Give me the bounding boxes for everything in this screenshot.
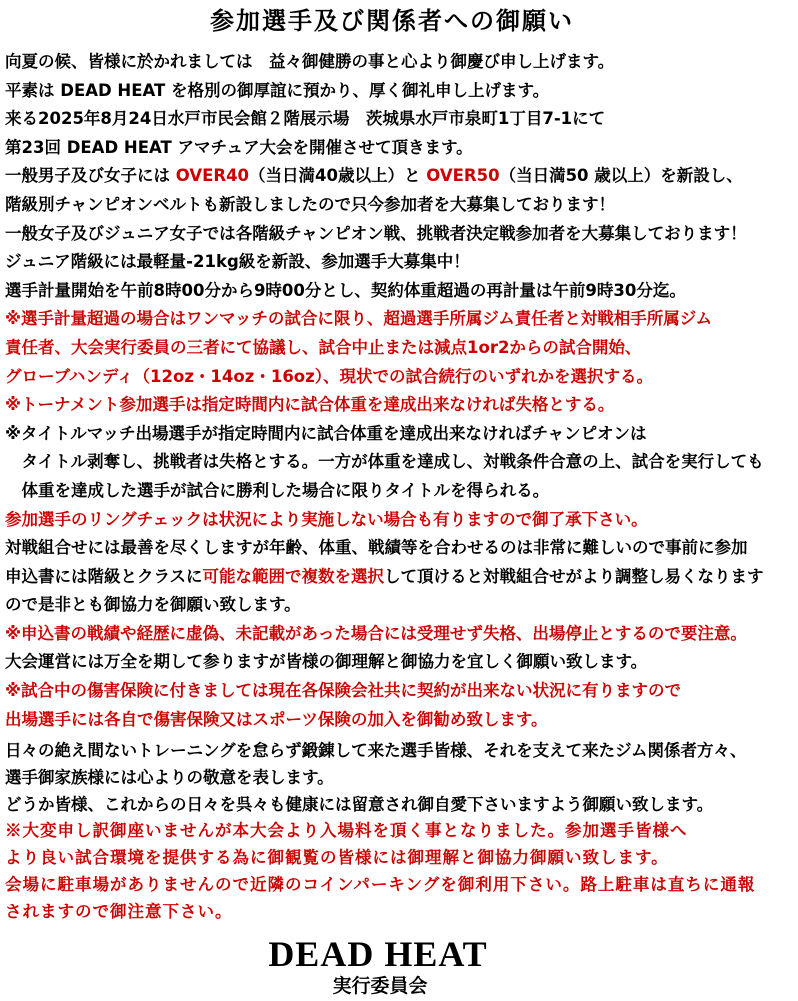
notice-main-body bbox=[5, 48, 793, 734]
female-recruit-line: 一般女子及びジュニア女子では各階級チャンピオン戦、挑戦者決定戦参加者を大募集しております！ bbox=[5, 223, 747, 243]
thanks-line: 平素は DEAD HEAT を格別の御厚誼に預かり、厚く御礼申し上げます。 bbox=[5, 80, 550, 100]
multiple-selection-emphasis: 可能な範囲で複数を選択 bbox=[202, 566, 385, 586]
greeting-line: 向夏の候、皆様に於かれましては 益々御健勝の事と心より御慶び申し上げます。 bbox=[5, 52, 615, 71]
title-match-rule-line: ※タイトルマッチ出場選手が指定時間内に試合体重を達成出来なければチャンピオンは bbox=[5, 423, 647, 443]
cooperation-line: 大会運営には万全を期して参りますが皆様の御理解と御協力を宜しく御願い致します。 bbox=[5, 652, 648, 672]
parking-line: されますので御注意下さい。 bbox=[5, 901, 233, 921]
new-classes-line bbox=[5, 162, 793, 191]
false-entry-warning-line: ※申込書の戦績や経歴に虚偽、未記載があった場合には受理せず失格、出場停止とするので要注意。 bbox=[5, 623, 747, 643]
matchmaking-line bbox=[5, 563, 793, 592]
over50-category: OVER50 bbox=[426, 166, 500, 186]
champion-belt-line: 階級別チャンピオンベルトも新設しましたので只今参加者を大募集しております！ bbox=[5, 194, 616, 214]
title-match-rule-line: 体重を達成した選手が試合に勝利した場合に限りタイトルを得られる。 bbox=[5, 480, 550, 500]
over50-description: （当日満50 歳以上）を新設し、 bbox=[499, 166, 743, 186]
insurance-line: 出場選手には各自で傷害保険又はスポーツ保険の加入を御勧め致します。 bbox=[5, 709, 548, 729]
notice-closing-body bbox=[5, 738, 793, 926]
event-name-line: 第23回 DEAD HEAT アマチュア大会を開催させて頂きます。 bbox=[5, 137, 473, 157]
weigh-in-time-line: 選手計量開始を午前8時00分から9時00分とし、契約体重超過の再計量は午前9時30分迄。 bbox=[5, 280, 686, 300]
overweight-rule-line: ※選手計量超過の場合はワンマッチの試合に限り、超過選手所属ジム責任者と対戦相手所属ジム bbox=[5, 309, 713, 329]
respect-line: 選手御家族様には心よりの敬意を表します。 bbox=[5, 767, 334, 787]
insurance-line: ※試合中の傷害保険に付きましては現在各保険会社共に契約が出来ない状況に有りますので bbox=[5, 681, 682, 701]
tournament-rule-line: ※トーナメント参加選手は指定時間内に試合体重を達成出来なければ失格とする。 bbox=[5, 395, 615, 415]
junior-class-line: ジュニア階級には最軽量-21kg級を新設、参加選手大募集中！ bbox=[5, 252, 470, 272]
overweight-rule-line: グローブハンディ（12oz・14oz・16oz）、現状での試合続行のいずれかを選択する。 bbox=[5, 366, 653, 386]
ring-check-line: 参加選手のリングチェックは状況により実施しない場合も有りますので御了承下さい。 bbox=[5, 509, 648, 529]
overweight-rule-line: 責任者、大会実行委員の三者にて協議し、試合中止または減点1or2からの試合開始、 bbox=[5, 337, 642, 357]
title-match-rule-line: タイトル剥奪し、挑戦者は失格とする。一方が体重を達成し、対戦条件合意の上、試合を実行しても bbox=[5, 452, 764, 472]
organizer-committee: 実行委員会 bbox=[332, 975, 428, 997]
matchmaking-line: ので是非とも御協力を御願い致します。 bbox=[5, 595, 301, 615]
matchmaking-line: 対戦組合せには最善を尽くしますが年齢、体重、戦績等を合わせるのは非常に難しいので事前に参加 bbox=[5, 538, 748, 558]
admission-fee-line: より良い試合環境を提供する為に御観覧の皆様には御理解と御協力御願い致します。 bbox=[5, 848, 669, 868]
respect-line: 日々の絶え間ないトレーニングを怠らず鍛錬して来た選手皆様、それを支えて来たジム関係者方々、 bbox=[5, 741, 747, 760]
health-line: どうか皆様、これからの日々を呉々も健康には留意され御自愛下さいますよう御願い致します。 bbox=[5, 794, 714, 814]
event-venue-line: 来る2025年8月24日水戸市民会館２階展示場 茨城県水戸市泉町1丁目7-1にて bbox=[5, 109, 606, 129]
admission-fee-line: ※大変申し訳御座いませんが本大会より入場料を頂く事となりました。参加選手皆様へ bbox=[5, 821, 688, 841]
over40-category: OVER40 bbox=[175, 166, 250, 186]
over40-description: （当日満40歳以上）と bbox=[249, 166, 427, 186]
page-title: 参加選手及び関係者への御願い bbox=[210, 7, 574, 35]
parking-line: 会場に駐車場がありませんので近隣のコインパーキングを御利用下さい。路上駐車は直ちに通報 bbox=[5, 874, 756, 894]
matchmaking-text: して頂けると対戦組合せがより調整し易くなります bbox=[384, 566, 764, 586]
organizer-logo-text: DEAD HEAT bbox=[268, 934, 488, 974]
matchmaking-text: 申込書には階級とクラスに bbox=[5, 566, 203, 586]
new-classes-text: 一般男子及び女子には bbox=[5, 166, 176, 186]
